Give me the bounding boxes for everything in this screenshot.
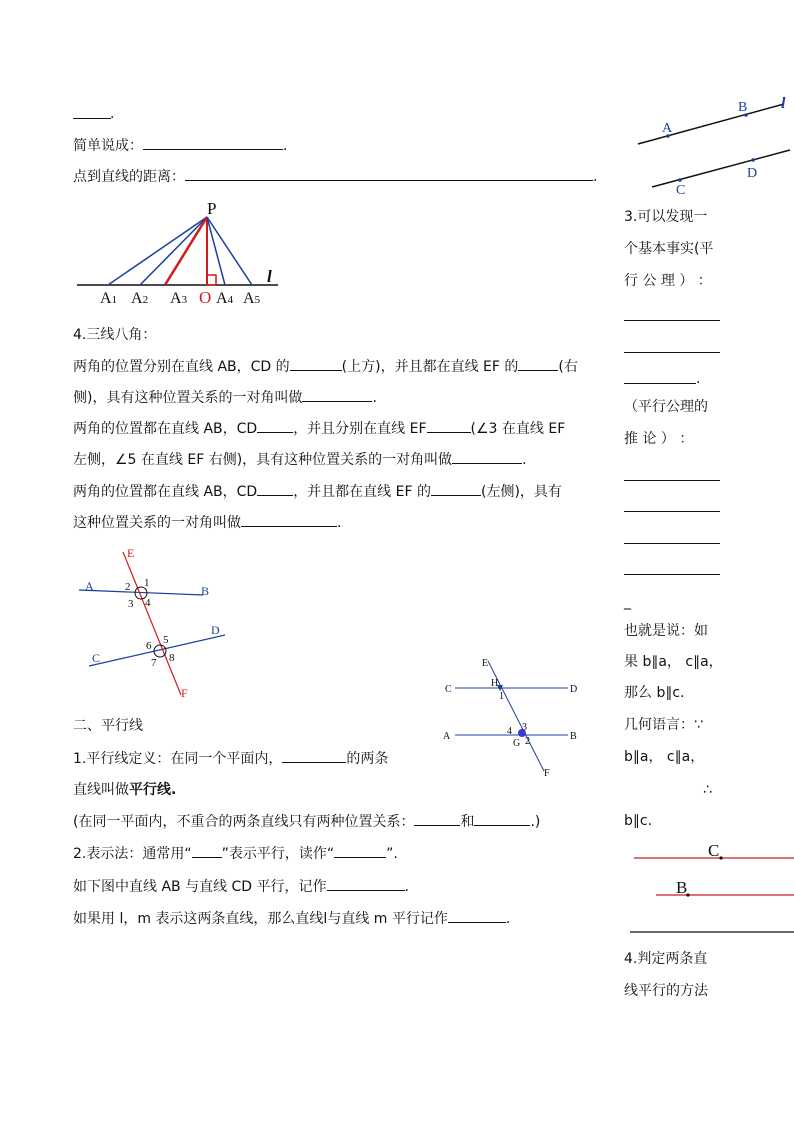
text-period: . <box>522 452 527 468</box>
para-text: ，并且分别在直线 EF <box>293 421 427 437</box>
judge-line1: 4.判定两条直 <box>624 951 708 967</box>
para-text: 左侧，∠5 在直线 EF 右侧)，具有这种位置关系的一对角叫做 <box>73 452 453 468</box>
answer-blank[interactable] <box>448 908 506 923</box>
simple-say-label: 简单说成： <box>73 138 143 154</box>
three-lines-eight-angles-figure <box>75 545 235 705</box>
text-period: . <box>696 371 701 387</box>
answer-blank[interactable] <box>431 481 481 496</box>
that-is-line1: 也就是说：如 <box>624 623 708 639</box>
para-text: 如果用 l，m 表示这两条直线，那么直线l与直线 m 平行记作 <box>73 911 448 927</box>
label-B: B <box>201 584 210 598</box>
segment-PA2 <box>140 217 207 285</box>
label-C: C <box>445 684 452 695</box>
para-text: (在同一平面内，不重合的两条直线只有两种位置关系： <box>73 814 415 830</box>
angle-4: 4 <box>507 726 512 737</box>
example1-line <box>73 876 409 897</box>
point-C <box>719 856 722 859</box>
angle-3: 3 <box>128 598 134 610</box>
answer-blank[interactable] <box>518 356 558 371</box>
answer-blank[interactable] <box>624 383 696 384</box>
angle-5: 5 <box>163 634 169 646</box>
label-A4: A4 <box>216 290 234 307</box>
answer-blank[interactable] <box>624 574 720 575</box>
point-D <box>751 158 755 162</box>
para-text: 2.表示法：通常用“ <box>73 846 192 862</box>
para-text: ，并且都在直线 EF 的 <box>293 484 431 500</box>
geo-line2: b∥a， c∥a， <box>624 749 705 765</box>
answer-blank[interactable] <box>143 135 283 150</box>
label-A: A <box>85 579 94 593</box>
para2-line2 <box>73 449 527 470</box>
label-D: D <box>747 166 758 181</box>
para3-line2 <box>73 512 341 533</box>
answer-blank[interactable] <box>624 352 720 353</box>
para3-line1 <box>73 481 562 502</box>
conclusion: b∥c. <box>624 813 653 829</box>
angle-3: 3 <box>522 722 527 733</box>
para-text: 直线叫做 <box>73 782 129 798</box>
answer-blank[interactable] <box>192 843 222 858</box>
label-A2: A2 <box>131 290 149 307</box>
line-EF <box>123 552 181 695</box>
para1-line2 <box>73 387 377 408</box>
section4-title: 4.三线八角： <box>73 327 157 343</box>
geo-line1: 几何语言：∵ <box>624 717 703 733</box>
answer-blank[interactable] <box>241 512 337 527</box>
angle-6: 6 <box>146 640 152 652</box>
para-text: 1.平行线定义：在同一个平面内， <box>73 751 283 767</box>
answer-blank[interactable] <box>624 480 720 481</box>
para2-line1 <box>73 418 565 439</box>
text-period: . <box>337 515 342 531</box>
answer-blank[interactable] <box>624 320 720 321</box>
para-text: 两角的位置分别在直线 AB，CD 的 <box>73 359 290 375</box>
para-text: (∠3 在直线 EF <box>470 421 566 437</box>
answer-blank[interactable] <box>474 811 530 826</box>
axiom-line3: 行 公 理 ） ： <box>624 273 712 289</box>
para-text: (左侧)，具有 <box>481 484 562 500</box>
label-P: P <box>207 199 217 218</box>
definition-line2 <box>73 780 176 800</box>
text-period: . <box>110 106 115 122</box>
para1-line1 <box>73 356 578 377</box>
line-AB <box>79 590 203 595</box>
label-F: F <box>544 768 550 779</box>
para-text: 的两条 <box>346 751 389 767</box>
label-E: E <box>127 546 135 560</box>
label-C: C <box>676 183 686 198</box>
label-A1: A1 <box>100 290 118 307</box>
answer-blank[interactable] <box>334 843 386 858</box>
label-O: O <box>199 288 212 307</box>
angle-8: 8 <box>169 652 175 664</box>
answer-blank[interactable] <box>624 543 720 544</box>
label-B: B <box>570 731 577 742</box>
label-F: F <box>181 686 188 700</box>
parallel-lines-figure <box>630 94 794 198</box>
para-text: 这种位置关系的一对角叫做 <box>73 515 241 531</box>
that-is-line3: 那么 b∥c. <box>624 685 685 701</box>
text-period: . <box>404 879 409 895</box>
term-parallel-lines: 平行线 <box>129 782 171 798</box>
representation-line <box>73 843 398 864</box>
judge-line2: 线平行的方法 <box>624 983 708 999</box>
line-CD <box>652 150 790 187</box>
para-text: 两角的位置都在直线 AB，CD <box>73 484 258 500</box>
text-period: . <box>283 138 288 154</box>
angle-2: 2 <box>125 581 131 593</box>
answer-blank[interactable] <box>327 876 405 891</box>
label-G: G <box>513 738 521 749</box>
answer-blank[interactable] <box>282 748 346 763</box>
answer-blank[interactable] <box>452 449 522 464</box>
answer-blank[interactable] <box>624 511 720 512</box>
label-E: E <box>482 658 489 669</box>
answer-blank[interactable] <box>290 356 342 371</box>
answer-blank[interactable] <box>185 166 593 181</box>
text-period: . <box>593 169 598 185</box>
right-angle-mark <box>207 275 216 285</box>
para-text: ”. <box>386 846 398 862</box>
para-text: (右 <box>558 359 578 375</box>
angle-4: 4 <box>145 597 151 609</box>
label-B: B <box>738 100 748 115</box>
line-AB <box>638 104 784 144</box>
para-text: 两角的位置都在直线 AB，CD <box>73 421 258 437</box>
angle-1: 1 <box>144 577 150 589</box>
label-C: C <box>92 651 101 665</box>
text-period: . <box>171 782 177 798</box>
label-B: B <box>676 878 688 897</box>
para-text: ”表示平行，读作“ <box>221 846 335 862</box>
label-D: D <box>211 623 220 637</box>
para-text: .) <box>530 814 541 830</box>
label-A: A <box>662 121 673 136</box>
simple-say-line <box>73 135 287 156</box>
angle-1: 1 <box>499 691 504 702</box>
parallel-axiom-figure <box>630 838 794 938</box>
answer-blank[interactable] <box>73 118 111 119</box>
note-line <box>73 811 540 832</box>
parallel-transversal-figure <box>440 655 590 780</box>
that-is-line2: 果 b∥a， c∥a， <box>624 654 723 670</box>
para-text: (上方)，并且都在直线 EF 的 <box>341 359 519 375</box>
para-text: 和 <box>460 814 475 830</box>
answer-blank[interactable] <box>257 418 293 433</box>
example2-line <box>73 908 510 929</box>
text-period: . <box>505 911 511 927</box>
segment-PA3 <box>165 217 207 285</box>
corollary-line2: 推 论 ） ： <box>624 431 694 447</box>
segment-PA1 <box>108 217 207 285</box>
point-C <box>678 178 682 182</box>
corollary-line1: （平行公理的 <box>624 399 708 415</box>
label-A3: A3 <box>170 290 188 307</box>
distance-label: 点到直线的距离： <box>73 169 185 185</box>
definition-line1 <box>73 748 388 769</box>
answer-blank[interactable] <box>414 811 460 826</box>
label-D: D <box>570 684 578 695</box>
angle-2: 2 <box>525 736 530 747</box>
corollary-end-mark: _ <box>624 594 631 610</box>
angle-7: 7 <box>151 657 157 669</box>
answer-blank[interactable] <box>302 387 372 402</box>
axiom-line1: 3.可以发现一 <box>624 209 708 225</box>
section2-title: 二、平行线 <box>73 718 143 734</box>
label-H: H <box>491 678 499 689</box>
answer-blank[interactable] <box>257 481 293 496</box>
distance-line <box>73 166 597 187</box>
para-text: 如下图中直线 AB 与直线 CD 平行，记作 <box>73 879 327 895</box>
label-C: C <box>708 841 720 860</box>
therefore-symbol: ∴ <box>703 782 712 798</box>
label-l: l <box>267 267 272 286</box>
para-text: 侧)，具有这种位置关系的一对角叫做 <box>73 390 303 406</box>
answer-blank[interactable] <box>427 418 471 433</box>
text-period: . <box>372 390 377 406</box>
axiom-line2: 个基本事实(平 <box>624 241 714 257</box>
label-l: l <box>781 95 786 112</box>
line-CD <box>89 635 225 666</box>
label-A5: A5 <box>243 290 261 307</box>
label-A: A <box>443 731 451 742</box>
perpendicular-distance-figure <box>70 196 290 311</box>
